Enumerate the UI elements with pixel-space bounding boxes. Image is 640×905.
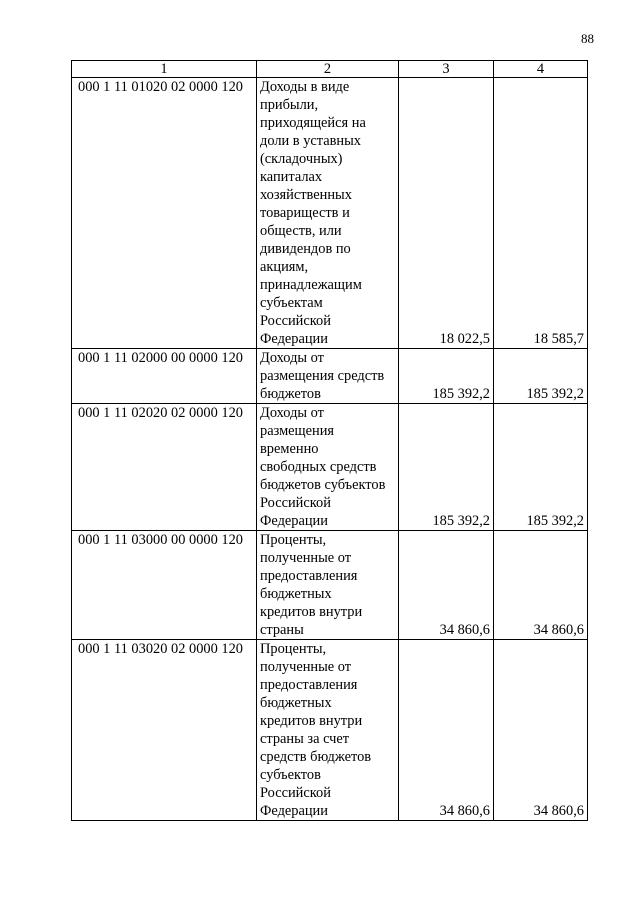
- table-row: [72, 531, 588, 640]
- revenue-name-cell: [257, 349, 399, 404]
- revenue-name-line: предоставления: [260, 677, 358, 693]
- amount-col4-cell: 34 860,6: [494, 640, 588, 821]
- revenue-name-line: Федерации: [260, 803, 328, 819]
- column-header-2: 2: [257, 61, 399, 78]
- revenue-name-line: Проценты,: [260, 532, 327, 548]
- amount-col4-cell: 185 392,2: [494, 404, 588, 531]
- revenue-name-line: прибыли,: [260, 97, 319, 113]
- amount-col3-cell: 18 022,5: [399, 78, 494, 349]
- revenue-name-line: Доходы от: [260, 405, 324, 421]
- amount-col4-cell: 185 392,2: [494, 349, 588, 404]
- revenue-name-line: размещения: [260, 423, 335, 439]
- column-header-3: 3: [399, 61, 494, 78]
- revenue-name-line: средств бюджетов: [260, 749, 372, 765]
- amount-col3-cell: 185 392,2: [399, 349, 494, 404]
- revenue-name-line: Федерации: [260, 513, 328, 529]
- budget-code-cell: 000 1 11 02020 02 0000 120: [72, 404, 257, 531]
- table-row: [72, 404, 588, 531]
- revenue-name-line: (складочных): [260, 151, 343, 167]
- revenue-name-line: доли в уставных: [260, 133, 361, 149]
- table-row: [72, 78, 588, 349]
- revenue-table: [71, 60, 588, 821]
- revenue-name-line: принадлежащим: [260, 277, 362, 293]
- revenue-name-line: Российской: [260, 785, 331, 801]
- table-row: [72, 640, 588, 821]
- page-number: 88: [581, 31, 594, 46]
- revenue-name-line: полученные от: [260, 550, 352, 566]
- revenue-name-line: дивидендов по: [260, 241, 351, 257]
- table-header-row: [72, 61, 588, 78]
- revenue-name-line: страны за счет: [260, 731, 350, 747]
- revenue-name-cell: [257, 404, 399, 531]
- revenue-name-line: Проценты,: [260, 641, 327, 657]
- column-header-4: 4: [494, 61, 588, 78]
- revenue-name-line: Российской: [260, 495, 331, 511]
- revenue-name-line: субъектам: [260, 295, 323, 311]
- revenue-name-line: страны: [260, 622, 304, 638]
- revenue-name-line: товариществ и: [260, 205, 350, 221]
- budget-code-cell: 000 1 11 03000 00 0000 120: [72, 531, 257, 640]
- revenue-name-line: Российской: [260, 313, 331, 329]
- table-row: [72, 349, 588, 404]
- revenue-name-line: временно: [260, 441, 319, 457]
- amount-col3-cell: 34 860,6: [399, 531, 494, 640]
- revenue-name-line: кредитов внутри: [260, 713, 363, 729]
- revenue-name-line: акциям,: [260, 259, 309, 275]
- amount-col4-cell: 34 860,6: [494, 531, 588, 640]
- revenue-name-line: Федерации: [260, 331, 328, 347]
- revenue-name-line: бюджетных: [260, 586, 332, 602]
- amount-col4-cell: 18 585,7: [494, 78, 588, 349]
- budget-code-cell: 000 1 11 01020 02 0000 120: [72, 78, 257, 349]
- budget-code-cell: 000 1 11 02000 00 0000 120: [72, 349, 257, 404]
- budget-code-cell: 000 1 11 03020 02 0000 120: [72, 640, 257, 821]
- revenue-name-cell: [257, 531, 399, 640]
- revenue-name-line: бюджетов субъектов: [260, 477, 386, 493]
- revenue-name-line: субъектов: [260, 767, 321, 783]
- revenue-name-line: приходящейся на: [260, 115, 366, 131]
- revenue-name-cell: [257, 640, 399, 821]
- column-header-1: 1: [72, 61, 257, 78]
- amount-col3-cell: 34 860,6: [399, 640, 494, 821]
- revenue-name-line: свободных средств: [260, 459, 377, 475]
- revenue-name-line: Доходы в виде: [260, 79, 350, 95]
- revenue-name-line: бюджетов: [260, 386, 321, 402]
- amount-col3-cell: 185 392,2: [399, 404, 494, 531]
- revenue-name-line: размещения средств: [260, 368, 385, 384]
- revenue-name-line: предоставления: [260, 568, 358, 584]
- revenue-name-line: полученные от: [260, 659, 352, 675]
- revenue-name-line: капиталах: [260, 169, 323, 185]
- revenue-name-line: Доходы от: [260, 350, 324, 366]
- revenue-name-cell: [257, 78, 399, 349]
- revenue-name-line: хозяйственных: [260, 187, 352, 203]
- revenue-name-line: кредитов внутри: [260, 604, 363, 620]
- revenue-name-line: обществ, или: [260, 223, 342, 239]
- revenue-name-line: бюджетных: [260, 695, 332, 711]
